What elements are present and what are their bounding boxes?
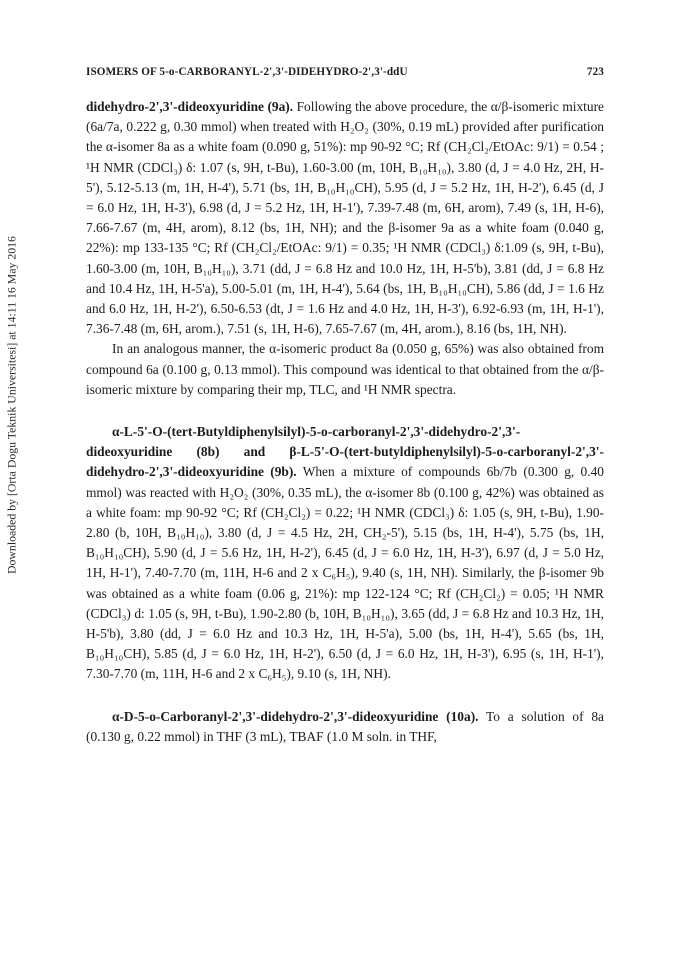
paragraph-text: To a solution of 8a (0.130 g, 0.22 mmol) in THF (3 mL), TBAF (1.0 M soln. in THF,: [86, 708, 605, 744]
paragraph-9a: [86, 97, 604, 339]
paragraph-heading: α-L-5'-O-(tert-Butyldiphenylsilyl)-5-o-carboranyl-2',3'-didehydro-2',3'-dideoxyuridine (8b) and β-L-5'-O-(tert-butyldiphenylsilyl)-5-o-carboranyl-2',3'-didehydro-2',3'-dideoxyuridine (9b).: [86, 424, 604, 480]
paragraph-text: When a mixture of compounds 6b/7b (0.300 g, 0.40 mmol) was reacted with H₂O₂ (30%, 0.35 mL), the α-isomer 8b (0.100 g, 42%) was obtained as a white foam: mp 90-92 °C; Rf (CH₂Cl₂) = 0.22; ¹H NMR (CDCl₃) δ: 1.05 (s, 9H, t-Bu), 1.90-2.80 (b, 10H, B₁₀H₁₀), 3.80 (d, J = 4.5 Hz, 2H, CH₂-5'), 5.15 (bs, 1H, H-4'), 5.75 (bs, 1H, B₁₀H₁₀CH), 5.90 (d, J = 5.6 Hz, 1H, H-2'), 6.45 (d, J = 6.0 Hz, 1H, H-3'), 6.97 (d, J = 5.0 Hz, 1H, H-1'), 7.40-7.70 (m, 11H, H-6 and 2 x C₆H₅), 9.40 (s, 1H, NH). Similarly, the β-isomer 9b was obtained as a white foam (0.06 g, 21%): mp 122-124 °C; Rf (CH₂Cl₂) = 0.05; ¹H NMR (CDCl₃) d: 1.05 (s, 9H, t-Bu), 1.90-2.80 (b, 10H, B₁₀H₁₀), 3.65 (dd, J = 6.8 Hz and 10.3 Hz, 1H, H-5'b), 3.80 (dd, J = 6.0 Hz and 10.3 Hz, 1H, H-5'a), 5.00 (bs, 1H, H-4'), 5.65 (bs, 1H, B₁₀H₁₀CH), 5.85 (d, J = 6.0 Hz, 1H, H-2'), 6.50 (d, J = 6.0 Hz, 1H, H-3'), 6.95 (s, 1H, H-1'), 7.30-7.70 (m, 11H, H-6 and 2 x C₆H₅), 9.10 (s, 1H, NH).: [86, 464, 604, 682]
paragraph-8b-9b: [86, 422, 604, 685]
download-watermark: [4, 190, 20, 620]
paragraph-heading: didehydro-2',3'-dideoxyuridine (9a).: [86, 99, 294, 114]
article-body: [86, 97, 604, 747]
paragraph-text: Following the above procedure, the α/β-isomeric mixture (6a/7a, 0.222 g, 0.30 mmol) when treated with H₂O₂ (30%, 0.19 mL) provided after purification the α-isomer 8a as a white foam (0.090 g, 51%): mp 90-92 °C; Rf (CH₂Cl₂/EtOAc: 9/1) = 0.54 ; ¹H NMR (CDCl₃) δ: 1.07 (s, 9H, t-Bu), 1.60-3.00 (m, 10H, B₁₀H₁₀), 3.80 (d, J = 4.0 Hz, 2H, H-5'), 5.12-5.13 (m, 1H, H-4'), 5.71 (bs, 1H, B₁₀H₁₀CH), 5.95 (d, J = 5.2 Hz, 1H, H-2'), 6.45 (d, J = 6.0 Hz, 1H, H-3'), 6.98 (d, J = 5.2 Hz, 1H, H-1'), 7.39-7.48 (m, 6H, arom), 7.49 (s, 1H, H-6), 7.66-7.67 (m, 4H, arom), 8.12 (bs, 1H, NH); and the β-isomer 9a as a white foam (0.040 g, 22%): mp 133-135 °C; Rf (CH₂Cl₂/EtOAc: 9/1) = 0.35; ¹H NMR (CDCl₃) δ:1.09 (s, 9H, t-Bu), 1.60-3.00 (m, 10H, B₁₀H₁₀), 3.71 (dd, J = 6.8 Hz and 10.0 Hz, 1H, H-5'b), 3.81 (dd, J = 6.8 Hz and 10.4 Hz, 1H, H-5'a), 5.00-5.01 (m, 1H, H-4'), 5.64 (bs, 1H, B₁₀H₁₀CH), 5.86 (dd, J = 1.6 Hz and 6.0 Hz, 1H, H-2'), 6.50-6.53 (dt, J = 1.6 Hz and 4.0 Hz, 1H, H-3'), 6.92-6.93 (m, 1H, H-1'), 7.36-7.48 (m, 6H, arom.), 7.51 (s, 1H, H-6), 7.65-7.67 (m, 4H, arom.), 8.16 (bs, 1H, NH).: [86, 99, 604, 337]
paragraph-10a: [86, 707, 604, 747]
paragraph-heading: α-D-5-o-Carboranyl-2',3'-didehydro-2',3'-dideoxyuridine (10a).: [112, 708, 479, 724]
download-watermark-text: Downloaded by [Orta Dogu Teknik Universitesi] at 14:11 16 May 2016: [4, 236, 19, 574]
running-title: ISOMERS OF 5-o-CARBORANYL-2',3'-DIDEHYDRO-2',3'-ddU: [86, 66, 408, 78]
paragraph-analogous: [86, 339, 604, 400]
page-number: 723: [586, 66, 604, 78]
paragraph-text: In an analogous manner, the α-isomeric product 8a (0.050 g, 65%) was also obtained from compound 6a (0.100 g, 0.13 mmol). This compound was identical to that obtained from the α/β-isomeric mixture by comparing their mp, TLC, and ¹H NMR spectra.: [86, 341, 604, 397]
running-header: [86, 66, 604, 84]
